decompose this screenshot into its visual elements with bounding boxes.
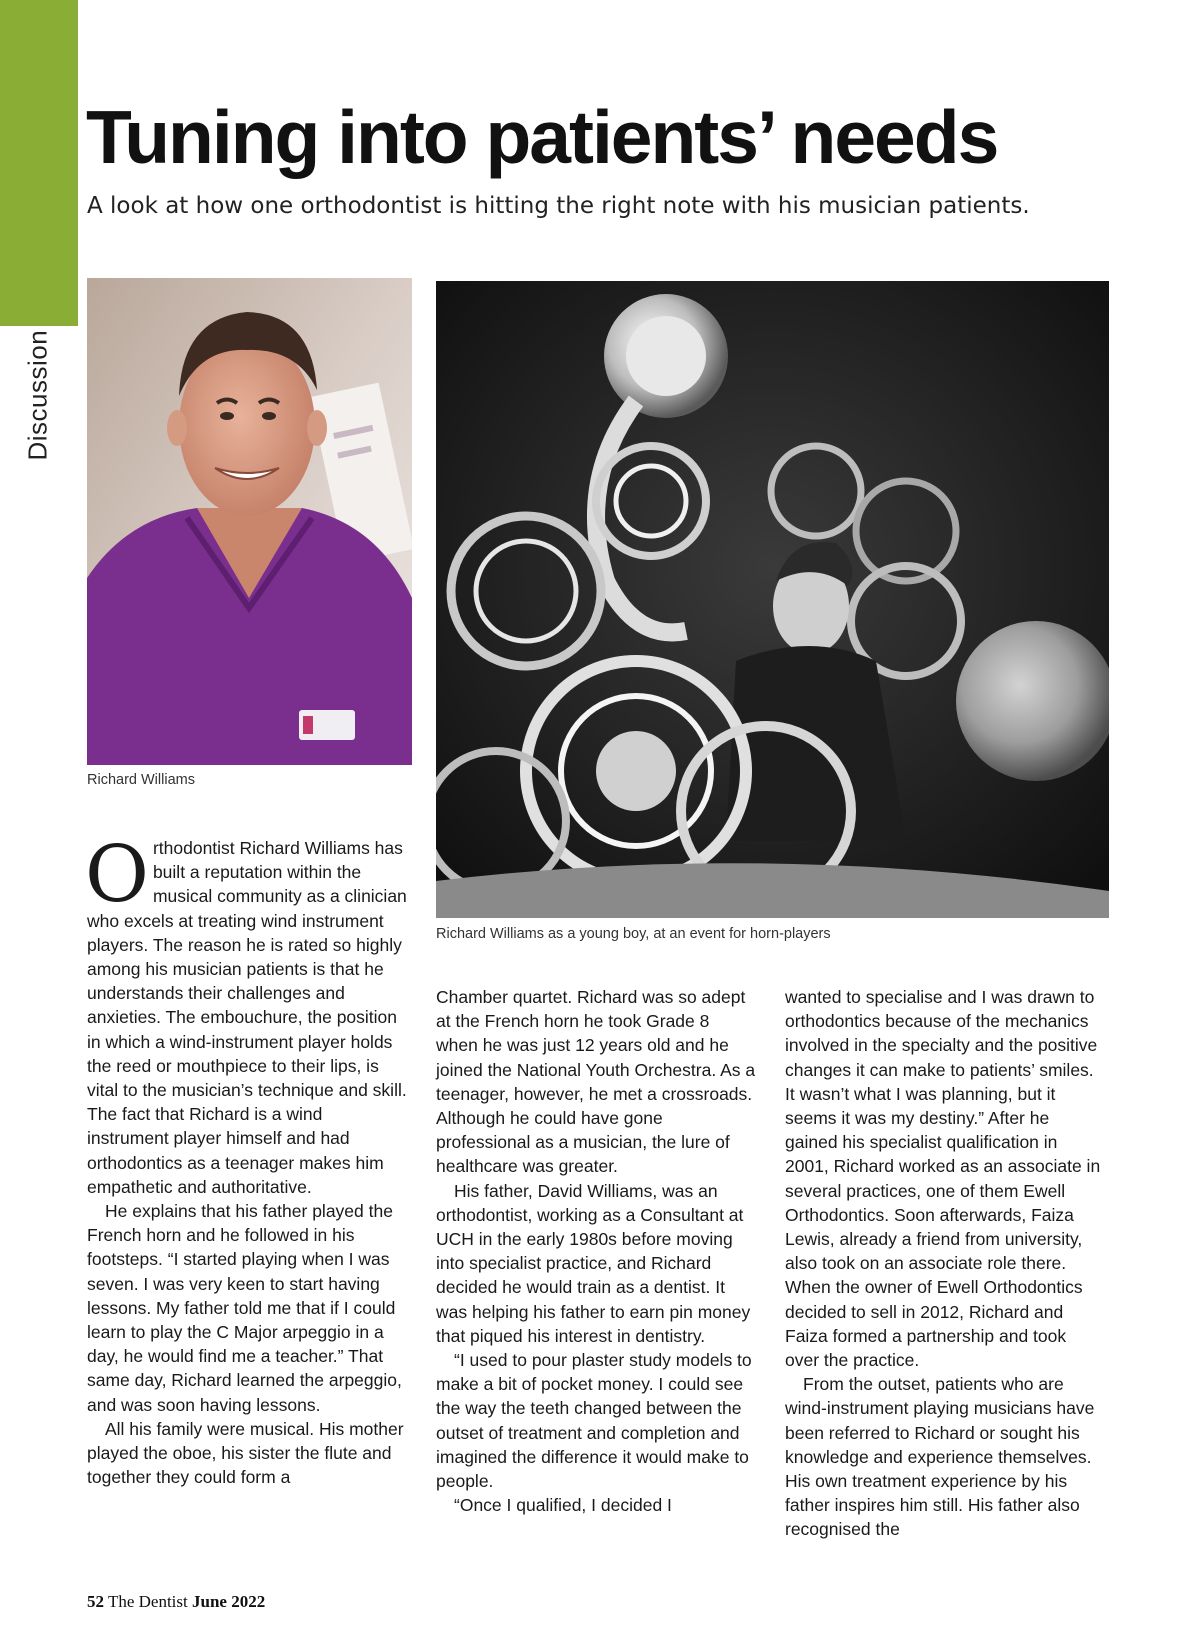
paragraph: “Once I qualified, I decided I	[454, 1495, 672, 1516]
issue-date: June 2022	[192, 1592, 266, 1611]
horn-players-photo	[436, 281, 1109, 918]
publication-name: The Dentist	[107, 1592, 188, 1611]
headline: Tuning into patients’ needs	[86, 95, 998, 179]
page-number: 52	[87, 1592, 104, 1611]
standfirst: A look at how one orthodontist is hitting the right note with his musician patients.	[87, 193, 1030, 219]
article-column-3	[785, 985, 1105, 1542]
paragraph: He explains that his father played the French horn and he followed in his footsteps. “I started playing when I was seven. I was very keen to start having lessons. My father told me that if I could learn to play the C Major arpeggio in a day, he would find me a teacher.” That same day, Richard learned the arpeggio, and was soon having lessons.	[87, 1201, 402, 1415]
drop-cap: O	[85, 830, 149, 920]
portrait-caption: Richard Williams	[87, 772, 195, 788]
paragraph: Chamber quartet. Richard was so adept at the French horn he took Grade 8 when he was just 12 years old and he joined the National Youth Orchestra. As a teenager, however, he met a crossroads. Although he could have gone professional as a musician, the lure of healthcare was greater.	[436, 987, 756, 1177]
portrait-photo	[87, 278, 412, 765]
paragraph: wanted to specialise and I was drawn to orthodontics because of the mechanics involved in the specialty and the positive changes it can make to patients’ smiles. It wasn’t what I was planning, but it seems it was my destiny.” After he gained his specialist qualification in 2001, Richard worked as an associate in several practices, one of them Ewell Orthodontics. Soon afterwards, Faiza Lewis, already a friend from university, also took on an associate role there. When the owner of Ewell Orthodontics decided to sell in 2012, Richard and Faiza formed a partnership and took over the practice.	[785, 987, 1101, 1371]
paragraph: rthodontist Richard Williams has built a reputation within the musical community as a clinician who excels at treating wind instrument players. The reason he is rated so highly among his musician patients is that he understands their challenges and anxieties. The embouchure, the position in which a wind-instrument player holds the reed or mouthpiece to their lips, is vital to the musician’s technique and skill. The fact that Richard is a wind instrument player himself and had orthodontics as a teenager makes him empathetic and authoritative.	[87, 838, 407, 1197]
page-footer	[87, 1592, 265, 1612]
paragraph: All his family were musical. His mother played the oboe, his sister the flute and together they could form a	[87, 1418, 404, 1488]
paragraph: His father, David Williams, was an orthodontist, working as a Consultant at UCH in the early 1980s before moving into specialist practice, and Richard decided he would train as a dentist. It was helping his father to earn pin money that piqued his interest in dentistry.	[436, 1180, 751, 1346]
article-column-2	[436, 985, 756, 1517]
section-label: Discussion	[22, 329, 53, 461]
paragraph: From the outset, patients who are wind-instrument playing musicians have been referred to Richard or sought his knowledge and experience themselves. His own treatment experience by his father inspires him still. His father also recognised the	[785, 1374, 1095, 1540]
paragraph: “I used to pour plaster study models to make a bit of pocket money. I could see the way the teeth changed between the outset of treatment and completion and imagined the difference it would make to people.	[436, 1350, 752, 1492]
section-color-bar	[0, 0, 78, 326]
horn-photo-caption: Richard Williams as a young boy, at an event for horn-players	[436, 926, 831, 942]
article-column-1	[85, 830, 407, 1489]
